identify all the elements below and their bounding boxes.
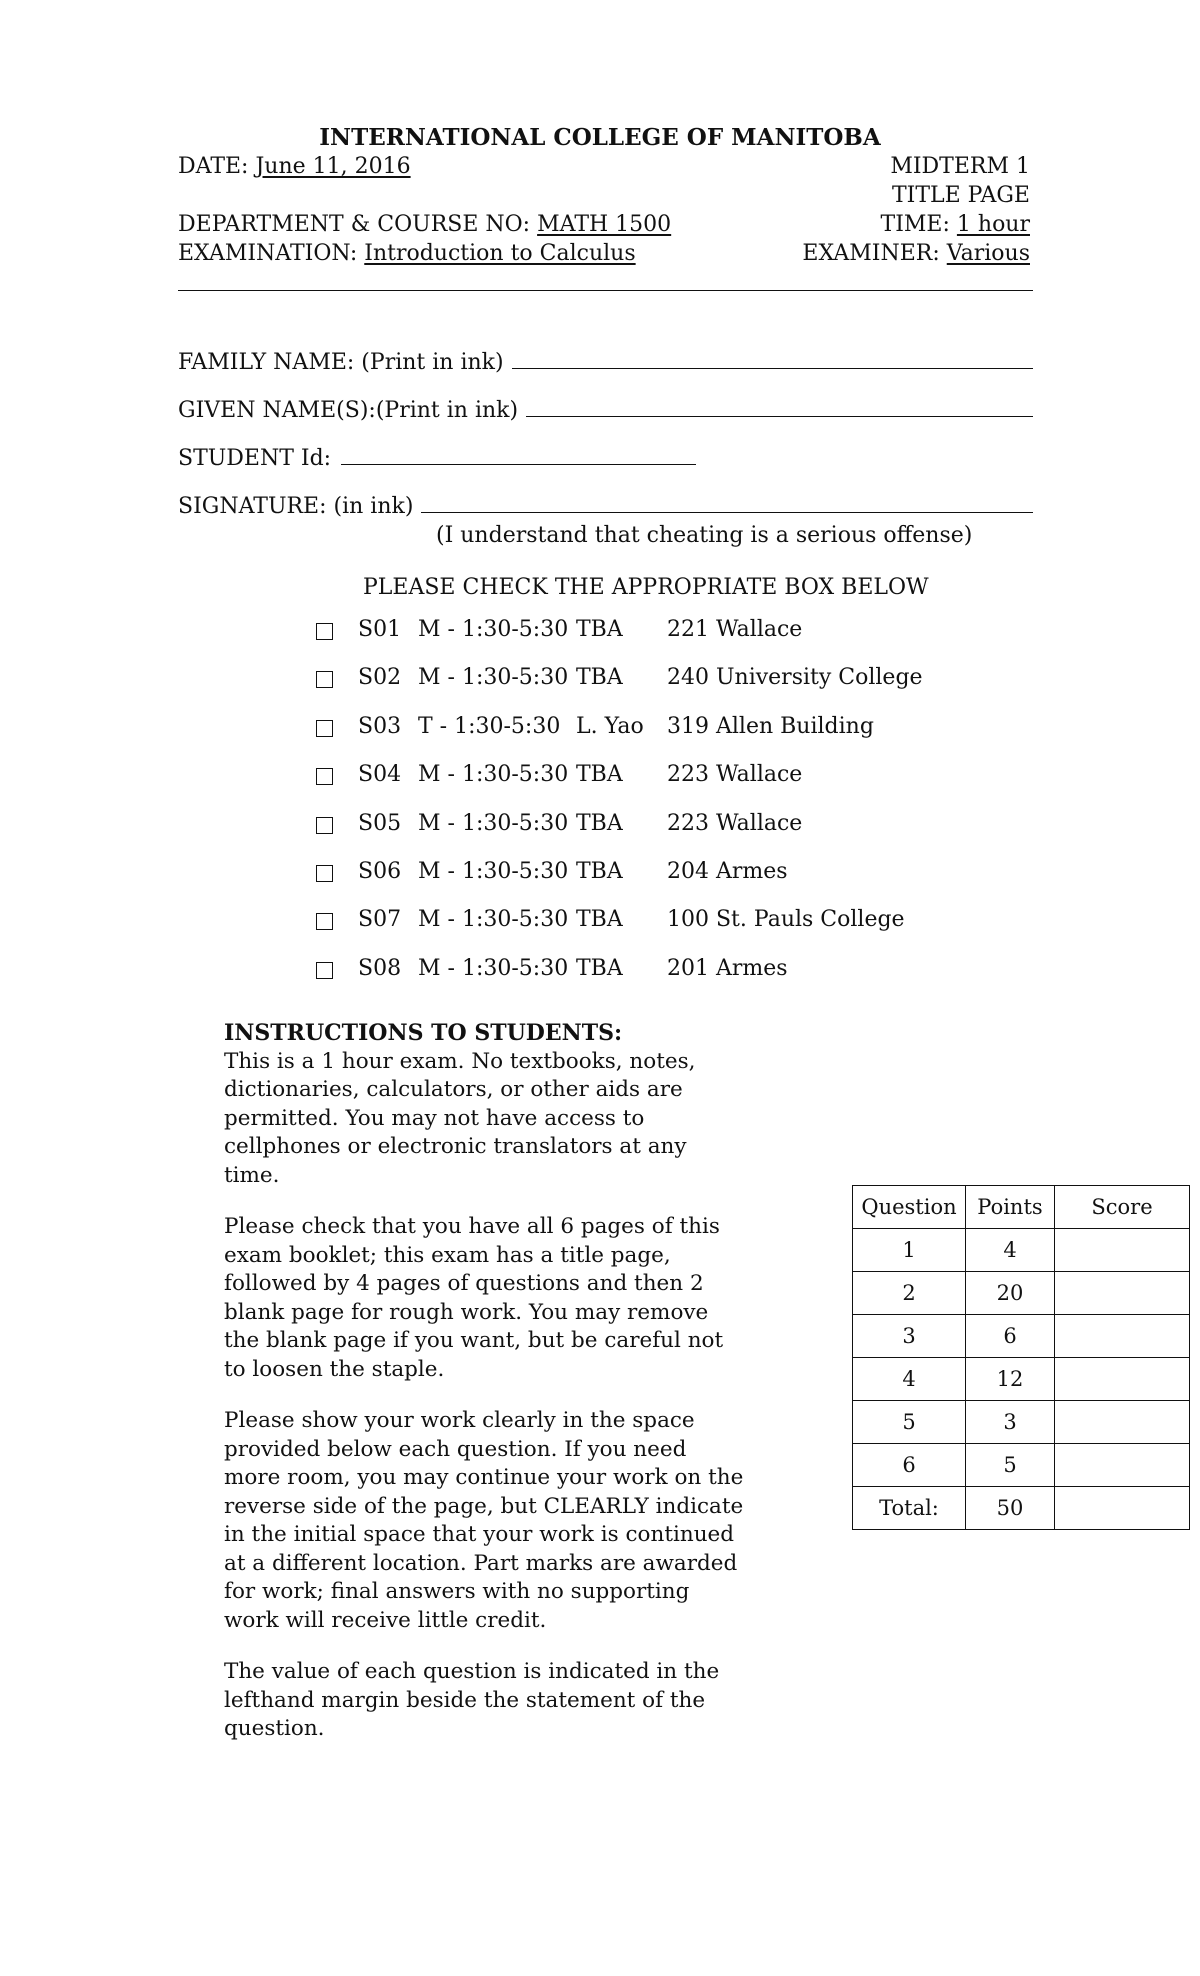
score-table: [852, 1185, 1190, 1530]
section-instructor: TBA: [576, 907, 623, 933]
page-label: TITLE PAGE: [891, 183, 1030, 208]
course-value: MATH 1500: [537, 212, 672, 237]
section-code: S01: [358, 617, 402, 642]
question-cell: 3: [853, 1315, 966, 1358]
family-name-line[interactable]: [512, 367, 1033, 369]
section-room: 223 Wallace: [667, 762, 803, 788]
course-line: [178, 212, 671, 237]
exam-type: MIDTERM 1: [890, 154, 1030, 179]
score-cell[interactable]: [1055, 1487, 1190, 1530]
given-names-label: GIVEN NAME(S):(Print in ink): [178, 398, 519, 423]
checkbox[interactable]: [316, 768, 333, 785]
score-row: [853, 1229, 1190, 1272]
score-cell[interactable]: [1055, 1358, 1190, 1401]
score-row: [853, 1272, 1190, 1315]
section-room: 100 St. Pauls College: [667, 907, 905, 933]
section-code: S06: [358, 859, 402, 884]
section-time: M - 1:30-5:30: [418, 617, 569, 642]
student-id-field[interactable]: [178, 446, 696, 471]
question-cell: Total:: [853, 1487, 966, 1530]
question-cell: 5: [853, 1401, 966, 1444]
examiner-value: Various: [946, 241, 1030, 266]
points-cell: 6: [966, 1315, 1055, 1358]
time-value: 1 hour: [956, 212, 1030, 237]
given-names-line[interactable]: [526, 415, 1033, 417]
section-code: S08: [358, 955, 402, 981]
section-instructor: TBA: [576, 762, 623, 788]
section-instructor: TBA: [576, 955, 623, 981]
checkbox[interactable]: [316, 817, 333, 834]
family-name-field[interactable]: [178, 350, 1033, 375]
instructions-paragraph: Please show your work clearly in the space provided below each question. If you need more room, you may continue your work on the reverse side of the page, but CLEARLY indicate in the initial space that your work is continued at a different location. Part marks are awarded for work; final answers with no supporting work will receive little credit.: [224, 1408, 744, 1633]
section-instructor: TBA: [576, 617, 623, 642]
section-code: S05: [358, 810, 402, 836]
section-time: M - 1:30-5:30: [418, 907, 569, 933]
checkbox[interactable]: [316, 962, 333, 979]
instructions: [224, 1019, 744, 1767]
section-time: M - 1:30-5:30: [418, 859, 569, 884]
examination-label: EXAMINATION:: [178, 241, 358, 266]
question-cell: 6: [853, 1444, 966, 1487]
section-instructor: TBA: [576, 859, 623, 884]
score-row: [853, 1401, 1190, 1444]
score-cell[interactable]: [1055, 1229, 1190, 1272]
section-room: 201 Armes: [667, 955, 788, 981]
student-id-line[interactable]: [341, 463, 696, 465]
header-question: Question: [853, 1186, 966, 1229]
checkbox[interactable]: [316, 671, 333, 688]
instructions-heading: INSTRUCTIONS TO STUDENTS:: [224, 1020, 623, 1046]
student-id-label: STUDENT Id:: [178, 446, 332, 471]
examiner-label: EXAMINER:: [802, 241, 940, 266]
score-cell[interactable]: [1055, 1444, 1190, 1487]
date-label: DATE:: [178, 154, 249, 179]
section-code: S02: [358, 665, 402, 691]
checkbox[interactable]: [316, 720, 333, 737]
checkbox[interactable]: [316, 913, 333, 930]
signature-line[interactable]: [421, 511, 1033, 513]
points-cell: 3: [966, 1401, 1055, 1444]
section-time: M - 1:30-5:30: [418, 810, 569, 836]
section-heading: PLEASE CHECK THE APPROPRIATE BOX BELOW: [363, 575, 929, 600]
score-cell[interactable]: [1055, 1315, 1190, 1358]
points-cell: 5: [966, 1444, 1055, 1487]
family-name-label: FAMILY NAME: (Print in ink): [178, 350, 504, 375]
header-divider: [178, 290, 1033, 291]
checkbox[interactable]: [316, 865, 333, 882]
score-cell[interactable]: [1055, 1272, 1190, 1315]
header-score: Score: [1055, 1186, 1190, 1229]
points-cell: 12: [966, 1358, 1055, 1401]
signature-field[interactable]: [178, 494, 1033, 519]
given-names-field[interactable]: [178, 398, 1033, 423]
section-instructor: TBA: [576, 665, 623, 691]
section-room: 221 Wallace: [667, 617, 803, 642]
time-label: TIME:: [880, 212, 950, 237]
date-value: June 11, 2016: [255, 154, 411, 179]
score-cell[interactable]: [1055, 1401, 1190, 1444]
section-room: 204 Armes: [667, 859, 788, 884]
time-line: [881, 212, 1030, 237]
section-time: M - 1:30-5:30: [418, 955, 569, 981]
section-room: 223 Wallace: [667, 810, 803, 836]
section-code: S03: [358, 713, 402, 739]
points-cell: 4: [966, 1229, 1055, 1272]
section-time: M - 1:30-5:30: [418, 762, 569, 788]
points-cell: 50: [966, 1487, 1055, 1530]
examination-value: Introduction to Calculus: [364, 241, 636, 266]
score-table-header: [853, 1186, 1190, 1229]
institution-title: INTERNATIONAL COLLEGE OF MANITOBA: [319, 124, 881, 151]
section-instructor: TBA: [576, 810, 623, 836]
section-room: 319 Allen Building: [667, 713, 874, 739]
signature-note: (I understand that cheating is a serious offense): [436, 523, 973, 548]
score-row: [853, 1315, 1190, 1358]
section-room: 240 University College: [667, 665, 923, 691]
section-time: M - 1:30-5:30: [418, 665, 569, 691]
instructions-paragraph: Please check that you have all 6 pages of this exam booklet; this exam has a title page, followed by 4 pages of questions and then 2 blank page for rough work. You may remove the blank page if you want, but be careful not to loosen the staple.: [224, 1214, 724, 1382]
score-row: [853, 1358, 1190, 1401]
section-instructor: L. Yao: [576, 713, 644, 739]
score-row: [853, 1444, 1190, 1487]
date-line: [178, 154, 411, 179]
section-time: T - 1:30-5:30: [418, 713, 561, 739]
section-code: S07: [358, 907, 402, 933]
course-label: DEPARTMENT & COURSE NO:: [178, 212, 531, 237]
question-cell: 2: [853, 1272, 966, 1315]
score-row: [853, 1487, 1190, 1530]
section-code: S04: [358, 762, 402, 788]
header-points: Points: [966, 1186, 1055, 1229]
question-cell: 1: [853, 1229, 966, 1272]
checkbox[interactable]: [316, 623, 333, 640]
examiner-line: [802, 241, 1030, 266]
question-cell: 4: [853, 1358, 966, 1401]
instructions-paragraph: The value of each question is indicated in the lefthand margin beside the statement of the question.: [224, 1659, 720, 1741]
examination-line: [178, 241, 636, 266]
points-cell: 20: [966, 1272, 1055, 1315]
signature-label: SIGNATURE: (in ink): [178, 494, 414, 519]
instructions-paragraph: This is a 1 hour exam. No textbooks, notes, dictionaries, calculators, or other aids are permitted. You may not have access to cellphones or electronic translators at any time.: [224, 1048, 696, 1188]
